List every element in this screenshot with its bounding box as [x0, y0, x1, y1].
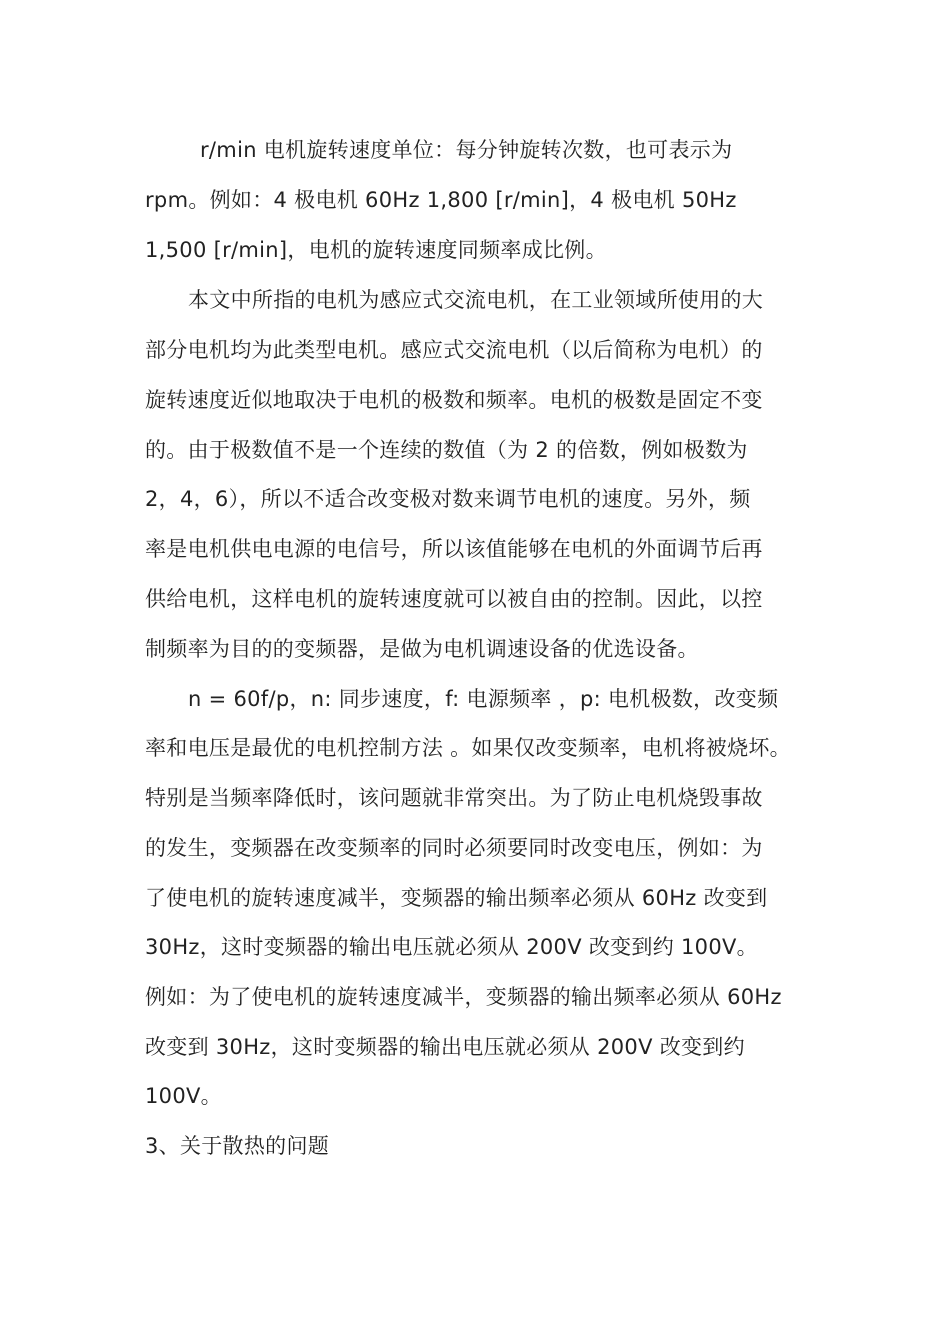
text-line: 旋转速度近似地取决于电机的极数和频率。电机的极数是固定不变: [145, 388, 763, 412]
text-line: rpm。例如：4 极电机 60Hz 1,800 [r/min]，4 极电机 50Hz: [145, 188, 737, 212]
section-heading: 3、关于散热的问题: [145, 1134, 330, 1158]
text-line: 率和电压是最优的电机控制方法 。如果仅改变频率，电机将被烧坏。: [145, 736, 791, 760]
text-line: 了使电机的旋转速度减半，变频器的输出频率必须从 60Hz 改变到: [145, 886, 768, 910]
text-line: 本文中所指的电机为感应式交流电机，在工业领域所使用的大: [188, 288, 764, 312]
text-line: r/min 电机旋转速度单位：每分钟旋转次数，也可表示为: [200, 138, 733, 162]
text-line: 改变到 30Hz，这时变频器的输出电压就必须从 200V 改变到约: [145, 1035, 745, 1059]
text-line: 的。由于极数值不是一个连续的数值（为 2 的倍数，例如极数为: [145, 438, 748, 462]
text-line: 的发生，变频器在改变频率的同时必须要同时改变电压，例如：为: [145, 836, 763, 860]
text-line: 制频率为目的的变频器，是做为电机调速设备的优选设备。: [145, 637, 699, 661]
text-line: 1,500 [r/min]，电机的旋转速度同频率成比例。: [145, 238, 607, 262]
text-line: n = 60f/p，n: 同步速度，f: 电源频率 ，p: 电机极数，改变频: [188, 687, 779, 711]
text-line: 率是电机供电电源的电信号，所以该值能够在电机的外面调节后再: [145, 537, 763, 561]
text-line: 100V。: [145, 1084, 222, 1108]
text-line: 例如：为了使电机的旋转速度减半，变频器的输出频率必须从 60Hz: [145, 985, 782, 1009]
text-line: 供给电机，这样电机的旋转速度就可以被自由的控制。因此，以控: [145, 587, 763, 611]
text-line: 2，4，6），所以不适合改变极对数来调节电机的速度。另外，频: [145, 487, 751, 511]
text-line: 30Hz，这时变频器的输出电压就必须从 200V 改变到约 100V。: [145, 935, 758, 959]
text-line: 特别是当频率降低时，该问题就非常突出。为了防止电机烧毁事故: [145, 786, 763, 810]
text-line: 部分电机均为此类型电机。感应式交流电机（以后简称为电机）的: [145, 338, 763, 362]
